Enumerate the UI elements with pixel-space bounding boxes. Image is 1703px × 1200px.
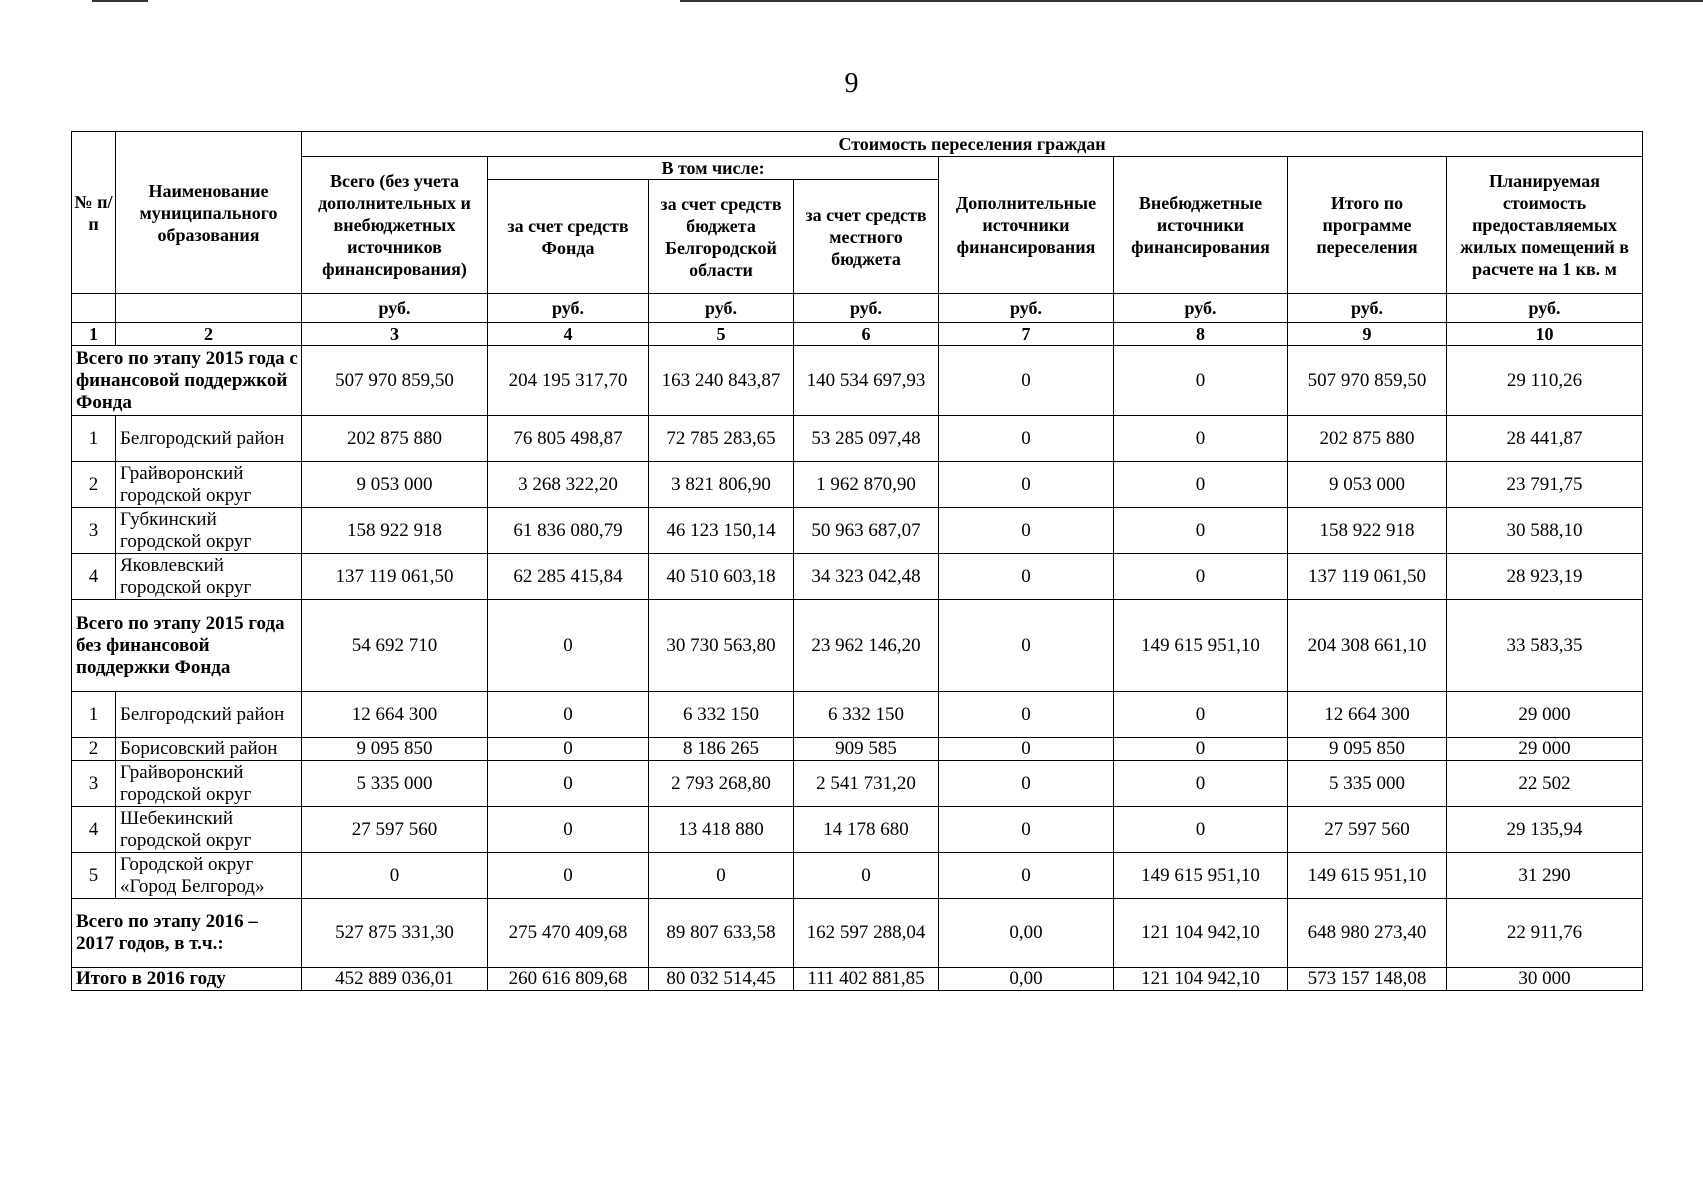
value-cell: 0 [1114,554,1288,600]
table-row [72,738,1643,761]
value-cell: 648 980 273,40 [1288,899,1447,968]
column-number: 5 [649,323,794,346]
value-cell: 3 821 806,90 [649,462,794,508]
column-number: 7 [939,323,1114,346]
total-row [72,346,1643,416]
value-cell: 0 [939,416,1114,462]
value-cell: 2 541 731,20 [794,761,939,807]
value-cell: 0,00 [939,899,1114,968]
unit-label: руб. [649,294,794,323]
value-cell: 8 186 265 [649,738,794,761]
value-cell: 137 119 061,50 [302,554,488,600]
row-number: 5 [72,853,116,899]
value-cell: 137 119 061,50 [1288,554,1447,600]
value-cell: 0 [1114,462,1288,508]
municipality-name: Яковлевский городской округ [116,554,302,600]
unit-label: руб. [794,294,939,323]
value-cell: 507 970 859,50 [302,346,488,416]
value-cell: 204 308 661,10 [1288,600,1447,692]
value-cell: 158 922 918 [302,508,488,554]
value-cell: 14 178 680 [794,807,939,853]
unit-label: руб. [1114,294,1288,323]
value-cell: 54 692 710 [302,600,488,692]
header-region: за счет средств бюджета Белгородской области [649,180,794,294]
value-cell: 275 470 409,68 [488,899,649,968]
value-cell: 0 [1114,508,1288,554]
unit-label: руб. [939,294,1114,323]
value-cell: 204 195 317,70 [488,346,649,416]
value-cell: 9 053 000 [302,462,488,508]
municipality-name: Белгородский район [116,692,302,738]
header-total-without: Всего (без учета дополнительных и внебюджетных источников финансирования) [302,157,488,294]
resettlement-cost-table [71,131,1643,991]
unit-label: руб. [1288,294,1447,323]
column-number: 4 [488,323,649,346]
value-cell: 0 [939,600,1114,692]
table-row [72,554,1643,600]
value-cell: 27 597 560 [1288,807,1447,853]
table-row [72,853,1643,899]
value-cell: 40 510 603,18 [649,554,794,600]
header-num: № п/п [72,132,116,294]
table-row [72,761,1643,807]
value-cell: 149 615 951,10 [1114,853,1288,899]
row-number: 2 [72,462,116,508]
value-cell: 0 [1114,738,1288,761]
column-number: 1 [72,323,116,346]
value-cell: 28 923,19 [1447,554,1643,600]
value-cell: 0 [488,738,649,761]
unit-label: руб. [1447,294,1643,323]
value-cell: 13 418 880 [649,807,794,853]
value-cell: 23 791,75 [1447,462,1643,508]
value-cell: 0 [488,600,649,692]
value-cell: 1 962 870,90 [794,462,939,508]
header-cost-group: Стоимость переселения граждан [302,132,1643,157]
total-row [72,899,1643,968]
value-cell: 0 [488,807,649,853]
value-cell: 0 [939,692,1114,738]
value-cell: 9 095 850 [302,738,488,761]
header-additional: Дополнительные источники финансирования [939,157,1114,294]
total-row [72,600,1643,692]
value-cell: 6 332 150 [794,692,939,738]
value-cell: 6 332 150 [649,692,794,738]
value-cell: 12 664 300 [302,692,488,738]
value-cell: 202 875 880 [1288,416,1447,462]
header-program-total: Итого по программе переселения [1288,157,1447,294]
municipality-name: Городской округ «Город Белгород» [116,853,302,899]
value-cell: 9 095 850 [1288,738,1447,761]
table-row [72,692,1643,738]
value-cell: 29 000 [1447,738,1643,761]
header-planned-cost: Планируемая стоимость предоставляемых жилых помещений в расчете на 1 кв. м [1447,157,1643,294]
value-cell: 0 [1114,692,1288,738]
row-number: 4 [72,554,116,600]
row-number: 1 [72,416,116,462]
value-cell: 80 032 514,45 [649,968,794,991]
column-number: 2 [116,323,302,346]
value-cell: 30 730 563,80 [649,600,794,692]
value-cell: 30 000 [1447,968,1643,991]
value-cell: 28 441,87 [1447,416,1643,462]
municipality-name: Белгородский район [116,416,302,462]
value-cell: 0 [488,692,649,738]
value-cell: 0 [488,761,649,807]
unit-label: руб. [488,294,649,323]
row-number: 2 [72,738,116,761]
value-cell: 22 502 [1447,761,1643,807]
header-including: В том числе: [488,157,939,180]
column-number: 10 [1447,323,1643,346]
value-cell: 0 [794,853,939,899]
page-number: 9 [844,68,859,99]
row-label: Всего по этапу 2015 года с финансовой поддержкой Фонда [72,346,302,416]
table-body [72,346,1643,991]
municipality-name: Шебекинский городской округ [116,807,302,853]
value-cell: 3 268 322,20 [488,462,649,508]
value-cell: 149 615 951,10 [1114,600,1288,692]
header-offbudget: Внебюджетные источники финансирования [1114,157,1288,294]
table-row [72,416,1643,462]
value-cell: 121 104 942,10 [1114,899,1288,968]
table-row [72,508,1643,554]
value-cell: 158 922 918 [1288,508,1447,554]
value-cell: 27 597 560 [302,807,488,853]
value-cell: 31 290 [1447,853,1643,899]
value-cell: 527 875 331,30 [302,899,488,968]
header-fund: за счет средств Фонда [488,180,649,294]
value-cell: 0 [1114,416,1288,462]
header-local: за счет средств местного бюджета [794,180,939,294]
value-cell: 0 [302,853,488,899]
value-cell: 30 588,10 [1447,508,1643,554]
value-cell: 0 [939,346,1114,416]
value-cell: 163 240 843,87 [649,346,794,416]
value-cell: 50 963 687,07 [794,508,939,554]
value-cell: 0 [649,853,794,899]
value-cell: 22 911,76 [1447,899,1643,968]
row-number: 1 [72,692,116,738]
value-cell: 149 615 951,10 [1288,853,1447,899]
value-cell: 162 597 288,04 [794,899,939,968]
municipality-name: Борисовский район [116,738,302,761]
value-cell: 0 [1114,346,1288,416]
value-cell: 62 285 415,84 [488,554,649,600]
value-cell: 0 [1114,761,1288,807]
value-cell: 12 664 300 [1288,692,1447,738]
row-label: Всего по этапу 2016 – 2017 годов, в т.ч.: [72,899,302,968]
row-number: 3 [72,761,116,807]
municipality-name: Губкинский городской округ [116,508,302,554]
value-cell: 29 000 [1447,692,1643,738]
column-number: 8 [1114,323,1288,346]
value-cell: 29 135,94 [1447,807,1643,853]
value-cell: 0 [488,853,649,899]
value-cell: 34 323 042,48 [794,554,939,600]
top-rule-right [680,0,1703,2]
value-cell: 452 889 036,01 [302,968,488,991]
header-name: Наименование муниципального образования [116,132,302,294]
column-number: 9 [1288,323,1447,346]
value-cell: 0 [1114,807,1288,853]
row-number: 4 [72,807,116,853]
value-cell: 140 534 697,93 [794,346,939,416]
municipality-name: Грайворонский городской округ [116,462,302,508]
row-label: Всего по этапу 2015 года без финансовой поддержки Фонда [72,600,302,692]
value-cell: 53 285 097,48 [794,416,939,462]
table-row [72,462,1643,508]
value-cell: 121 104 942,10 [1114,968,1288,991]
value-cell: 573 157 148,08 [1288,968,1447,991]
value-cell: 29 110,26 [1447,346,1643,416]
value-cell: 9 053 000 [1288,462,1447,508]
value-cell: 0 [939,738,1114,761]
unit-label: руб. [302,294,488,323]
row-label: Итого в 2016 году [72,968,302,991]
municipality-name: Грайворонский городской округ [116,761,302,807]
row-number: 3 [72,508,116,554]
value-cell: 0 [939,761,1114,807]
column-number: 6 [794,323,939,346]
value-cell: 0 [939,554,1114,600]
value-cell: 0 [939,853,1114,899]
value-cell: 89 807 633,58 [649,899,794,968]
value-cell: 5 335 000 [302,761,488,807]
total-row [72,968,1643,991]
value-cell: 260 616 809,68 [488,968,649,991]
value-cell: 111 402 881,85 [794,968,939,991]
table-row [72,807,1643,853]
value-cell: 23 962 146,20 [794,600,939,692]
value-cell: 2 793 268,80 [649,761,794,807]
value-cell: 33 583,35 [1447,600,1643,692]
value-cell: 507 970 859,50 [1288,346,1447,416]
value-cell: 0 [939,462,1114,508]
value-cell: 202 875 880 [302,416,488,462]
value-cell: 0 [939,508,1114,554]
value-cell: 61 836 080,79 [488,508,649,554]
top-rule-left [92,0,148,2]
value-cell: 46 123 150,14 [649,508,794,554]
value-cell: 72 785 283,65 [649,416,794,462]
column-number: 3 [302,323,488,346]
value-cell: 5 335 000 [1288,761,1447,807]
value-cell: 0,00 [939,968,1114,991]
value-cell: 909 585 [794,738,939,761]
value-cell: 0 [939,807,1114,853]
value-cell: 76 805 498,87 [488,416,649,462]
